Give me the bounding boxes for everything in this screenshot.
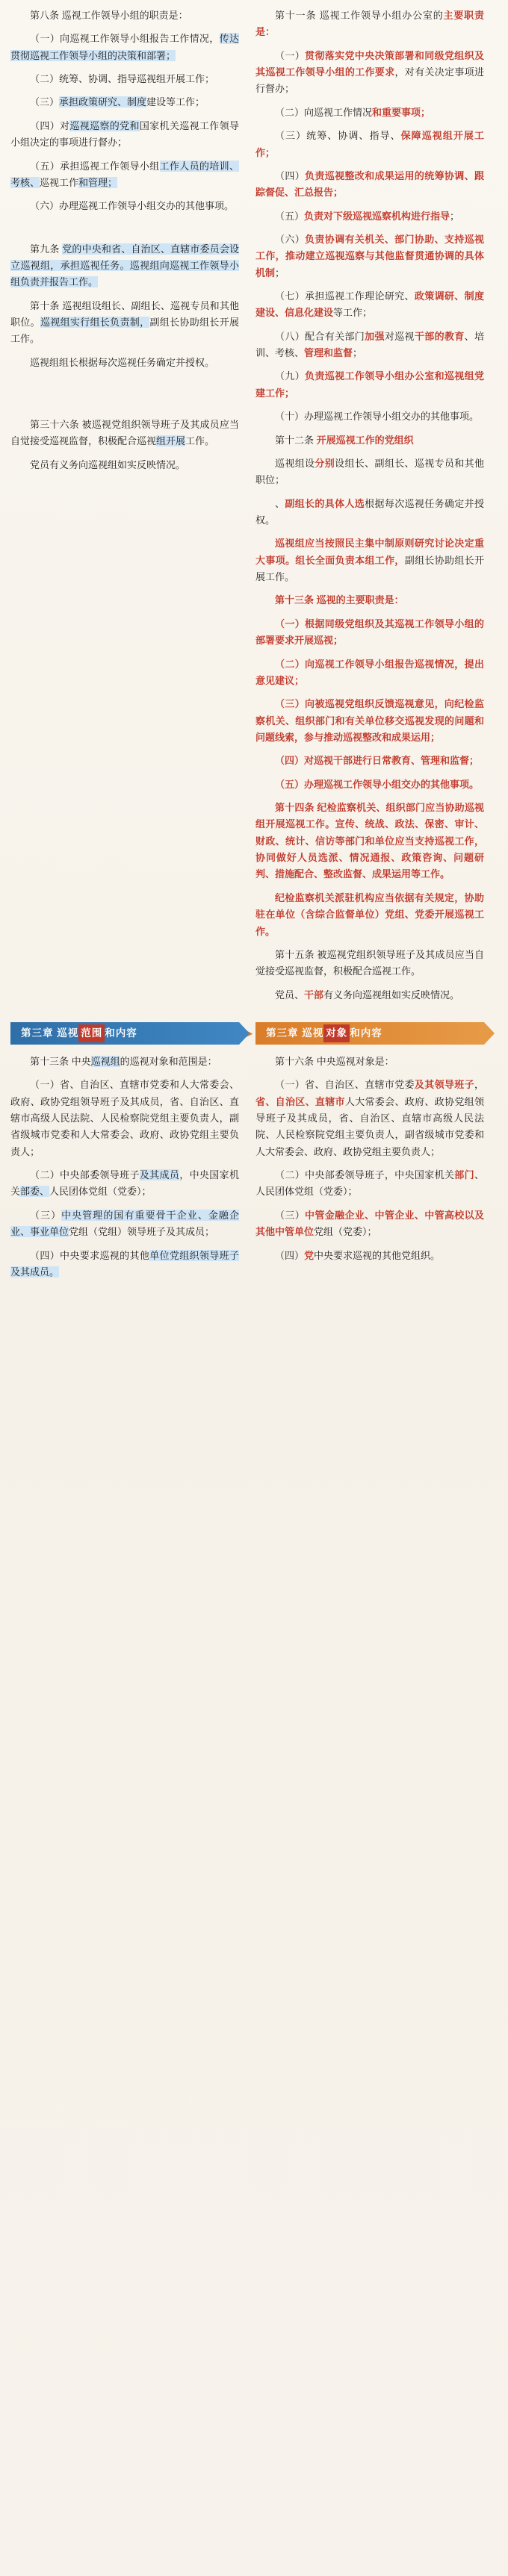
paragraph (255, 535, 484, 585)
text-run: （四）中央要求巡视的其他 (30, 1249, 150, 1261)
text-run: 巡视组组长根据每次巡视任务确定并授权。 (30, 356, 215, 368)
right-column (255, 7, 484, 1010)
paragraph (255, 1077, 484, 1160)
text-run: 单位党组织领导班子及其成员。 (10, 1249, 239, 1278)
paragraph (255, 105, 484, 121)
text-run: （二）中央部委领导班子，中央国家机关 (275, 1169, 455, 1181)
banner-right-highlight: 对象 (323, 1024, 350, 1042)
paragraph (255, 496, 484, 529)
text-run: 中央要求巡视的其他党组织。 (314, 1249, 441, 1261)
text-run: 负责巡视工作领导小组办公室和巡视组党建工作； (255, 370, 484, 399)
paragraph (255, 1248, 484, 1264)
text-run: 的巡视对象和范围是： (120, 1055, 217, 1067)
text-run: （四）对巡视干部进行日常教育、管理和监督； (275, 755, 480, 767)
text-run: 党员、 (275, 989, 305, 1001)
text-run: 及其领导班子 (414, 1079, 474, 1091)
text-run: （四）对 (30, 119, 70, 131)
paragraph (255, 408, 484, 425)
text-run: 工作。 (185, 435, 215, 447)
text-run: 有义务向巡视组如实反映情况。 (323, 989, 460, 1001)
text-run: 第十三条 中央 (30, 1055, 91, 1067)
text-run: 省、自治区、直辖市 (255, 1095, 345, 1107)
right-blocks-top (255, 7, 484, 1004)
paragraph (255, 432, 484, 449)
paragraph (10, 158, 239, 192)
text-run: 部门 (454, 1169, 474, 1181)
text-run: 巡视组设 (275, 457, 315, 469)
paragraph (255, 1207, 484, 1241)
paragraph (10, 457, 239, 473)
paragraph (10, 417, 239, 450)
text-run: 副组长的具体人选 (285, 497, 365, 509)
text-run: 巡视组 (90, 1055, 120, 1067)
text-run: 第十四条 纪检监察机关、组织部门应当协助巡视组开展巡视工作。宣传、统战、政法、保密、审计、财政、统计、信访等部门和单位应当支持巡视工作，协同做好人员选派、情况通报、政策咨询、问题研判、措施配合、整改监督、成果运用等工作。 (255, 802, 484, 880)
paragraph (10, 71, 239, 87)
text-run: 承担政策研究、制度 (59, 96, 147, 108)
paragraph (255, 800, 484, 883)
text-run: （三）向被巡视党组织反馈巡视意见，向纪检监察机关、组织部门和有关单位移交巡视发现的问题和问题线索，参与推动巡视整改和成果运用； (255, 698, 484, 743)
paragraph (255, 1167, 484, 1201)
text-run: 人民团体党组（党委）； (49, 1186, 152, 1198)
text-run: 中央管理的国有重要骨干企业、金融企业、事业单位 (10, 1209, 239, 1238)
text-run: 国家机关巡视工作领导小组决定的事项进行督办； (10, 119, 239, 149)
left-column (10, 7, 239, 480)
text-run: 负责巡视整改和成果运用的统筹协调、跟踪督促、汇总报告； (255, 169, 484, 199)
text-run: 第九条 (30, 243, 63, 255)
paragraph (10, 298, 239, 348)
text-run: 中管金融企业、中管企业、中管高校以及其他中管单位 (255, 1209, 484, 1238)
text-run: 和重要事项； (372, 106, 431, 118)
paragraph (255, 753, 484, 769)
text-run: ，对有关决定事项进行督办； (255, 66, 484, 95)
text-run: 巡视工作 (40, 176, 79, 188)
text-run: （二）向巡视工作领导小组报告巡视情况，提出意见建议； (255, 658, 484, 686)
text-run: 巡视组应当按照民主集中制原则研究讨论决定重大事项。组长全面负责本组工作， (255, 538, 484, 566)
paragraph (255, 947, 484, 980)
banner-left-tail (239, 1022, 250, 1045)
text-run: 巡视组实行组长负责制， (40, 317, 150, 329)
two-column-body-lower (10, 1054, 498, 1287)
right-column-lower (255, 1054, 484, 1271)
text-run: 主要职责是： (255, 10, 484, 38)
text-run: （二）向巡视工作情况 (275, 106, 373, 118)
text-run: 分别 (315, 457, 335, 469)
chapter-banner-row (10, 1022, 498, 1045)
two-column-body (10, 7, 498, 1010)
text-run: 党的中央和省、自治区、直辖市委员会设立巡视组，承担巡视任务。巡视组向巡视工作领导小组负责并报告工作。 (10, 243, 239, 288)
paragraph (10, 1207, 239, 1241)
text-run: （一）省、自治区、直辖市党委和人大常委会、政府、政协党组领导班子及其成员，省、自治区、直辖市高级人民法院、人民检察院党组主要负责人，副省级城市党委和人大常委会、政府、政协党组主要负责人； (10, 1079, 239, 1157)
text-run: 第十五条 被巡视党组织领导班子及其成员应当自觉接受巡视监督，积极配合巡视工作。 (255, 948, 484, 977)
text-run: （七）承担巡视工作理论研究、 (275, 290, 415, 302)
paragraph (255, 1054, 484, 1070)
text-run: 干部 (304, 989, 324, 1001)
paragraph (10, 7, 239, 24)
paragraph-spacer (10, 397, 239, 417)
paragraph-spacer (10, 222, 239, 241)
banner-right-tail (484, 1022, 495, 1045)
text-run: 党组（党组）领导班子及其成员； (69, 1226, 215, 1238)
text-run: （十）办理巡视工作领导小组交办的其他事项。 (275, 411, 480, 423)
text-run: （五） (275, 210, 305, 222)
text-run: 负责协调有关机关、部门协助、支持巡视工作，推动建立巡视巡察与其他监督贯通协调的具体机制 (255, 233, 484, 279)
paragraph-spacer (10, 378, 239, 397)
paragraph (10, 1077, 239, 1160)
text-run: 管理和监督 (304, 347, 353, 359)
banner-left-prefix: 第三章 巡视 (21, 1027, 79, 1039)
text-run: 第十六条 中央巡视对象是： (275, 1055, 394, 1067)
text-run: 设组长、副组长、巡视专员和其他职位； (255, 457, 484, 486)
paragraph (10, 355, 239, 371)
chapter-banner-left (10, 1022, 239, 1045)
paragraph (255, 48, 484, 98)
text-run: 第十条 巡视组设组长、副组长、巡视专员和其他职位。 (10, 299, 239, 329)
text-run: 党员有义务向巡视组如实反映情况。 (30, 458, 186, 470)
text-run: 加强 (365, 330, 385, 342)
text-run: 政策调研、制度建设、信息化建设 (255, 290, 484, 319)
text-run: （六）办理巡视工作领导小组交办的其他事项。 (30, 200, 235, 212)
arrow-separator: ▶ (242, 1026, 253, 1041)
paragraph (255, 777, 484, 793)
paragraph (10, 241, 239, 291)
text-run: ； (275, 267, 285, 279)
text-run: （二）统筹、协调、指导巡视组开展工作； (30, 73, 215, 85)
paragraph (255, 128, 484, 161)
text-run: ； (353, 347, 363, 359)
text-run: （三） (30, 96, 60, 108)
left-blocks-bottom (10, 1054, 239, 1281)
text-run: （四） (275, 169, 306, 181)
text-run: （一）向巡视工作领导小组报告工作情况， (30, 33, 220, 45)
text-run: 、培训、考核、 (255, 330, 484, 359)
text-run: 第十二条 (275, 434, 317, 446)
paragraph (10, 1054, 239, 1070)
paragraph (255, 455, 484, 489)
text-run: 副组长协助组长开展工作。 (255, 554, 484, 583)
paragraph (10, 31, 239, 64)
paragraph (255, 987, 484, 1004)
paragraph (255, 696, 484, 746)
text-run: 工作人员的培训、考核、 (10, 160, 239, 188)
text-run: 第十三条 巡视的主要职责是： (275, 594, 404, 606)
text-run: 贯彻落实党中央决策部署和同级党组织及其巡视工作领导小组的工作要求 (255, 49, 484, 78)
text-run: 第十一条 巡视工作领导小组办公室的 (275, 10, 444, 21)
text-run: ，中央国家机关 (10, 1169, 239, 1198)
paragraph (10, 1248, 239, 1281)
text-run: 负责对下级巡视巡察机构进行指导 (304, 210, 450, 222)
text-run: 根据每次巡视任务确定并授权。 (255, 497, 484, 526)
text-run: 干部的教育 (414, 330, 465, 342)
text-run: 副组长协助组长开展工作。 (10, 317, 239, 345)
paragraph (255, 890, 484, 940)
paragraph (10, 1167, 239, 1201)
paragraph (255, 592, 484, 609)
text-run: （九） (275, 370, 306, 382)
text-run: （四） (275, 1249, 305, 1261)
text-run: 传达贯彻巡视工作领导小组的决策和部署； (10, 33, 239, 61)
text-run: （二）中央部委领导班子 (30, 1169, 140, 1181)
text-run: 组开展 (156, 435, 186, 447)
left-blocks-top (10, 7, 239, 473)
text-run: 对巡视 (384, 330, 415, 342)
text-run: （三） (30, 1209, 62, 1221)
paragraph (255, 168, 484, 202)
text-run: 等工作； (333, 307, 373, 319)
text-run: 第三十六条 被巡视党组织领导班子及其成员应当自觉接受巡视监督，积极配合巡视 (10, 419, 239, 447)
text-run: 、人民团体党组（党委）； (255, 1169, 484, 1198)
paragraph (255, 7, 484, 41)
text-run: （五）承担巡视工作领导小组 (30, 160, 160, 172)
text-run: 党 (304, 1249, 315, 1261)
text-run: 部委、 (20, 1186, 50, 1198)
text-run: 人大常委会、政府、政协党组领导班子及其成员，省、自治区、直辖市高级人民法院、人民检察院党组主要负责人，副省级城市党委和人大常委会、政府、政协党组主要负责人； (255, 1095, 484, 1157)
paragraph (10, 118, 239, 152)
text-run: 保障巡视组开展工作； (255, 130, 484, 158)
banner-left-highlight: 范围 (78, 1024, 105, 1042)
text-run: （三）统筹、协调、指导、 (275, 130, 401, 142)
paragraph (10, 198, 239, 214)
text-run: （六） (275, 233, 306, 245)
paragraph (255, 329, 484, 362)
text-run: （三） (275, 1209, 306, 1221)
banner-left-suffix: 和内容 (105, 1027, 137, 1039)
paragraph (10, 94, 239, 111)
banner-right-prefix: 第三章 巡视 (266, 1027, 324, 1039)
paragraph (255, 288, 484, 322)
banner-right-suffix: 和内容 (350, 1027, 382, 1039)
text-run: 纪检监察机关派驻机构应当依据有关规定，协助驻在单位（含综合监督单位）党组、党委开展巡视工作。 (255, 892, 484, 937)
paragraph (255, 231, 484, 281)
right-blocks-bottom (255, 1054, 484, 1264)
text-run: （一） (275, 49, 306, 61)
text-run: 、 (275, 497, 285, 509)
paragraph (255, 208, 484, 225)
text-run: 党组（党委）； (314, 1226, 377, 1238)
chapter-banner-right (255, 1022, 484, 1045)
text-run: （一）根据同级党组织及其巡视工作领导小组的部署要求开展巡视； (255, 617, 484, 647)
text-run: 第八条 巡视工作领导小组的职责是： (30, 10, 188, 21)
paragraph (255, 368, 484, 402)
paragraph (255, 656, 484, 690)
text-run: 及其成员 (139, 1169, 180, 1181)
text-run: ， (474, 1079, 484, 1091)
text-run: （一）省、自治区、直辖市党委 (275, 1079, 415, 1091)
text-run: （五）办理巡视工作领导小组交办的其他事项。 (275, 778, 480, 790)
text-run: （八）配合有关部门 (275, 330, 365, 342)
text-run: 建设等工作； (146, 96, 205, 108)
text-run: 和管理； (78, 176, 118, 188)
text-run: 开展巡视工作的党组织 (316, 434, 414, 446)
left-column-lower (10, 1054, 239, 1287)
text-run: 巡视巡察的党和 (69, 119, 140, 131)
paragraph (255, 616, 484, 650)
text-run: ； (450, 210, 460, 222)
